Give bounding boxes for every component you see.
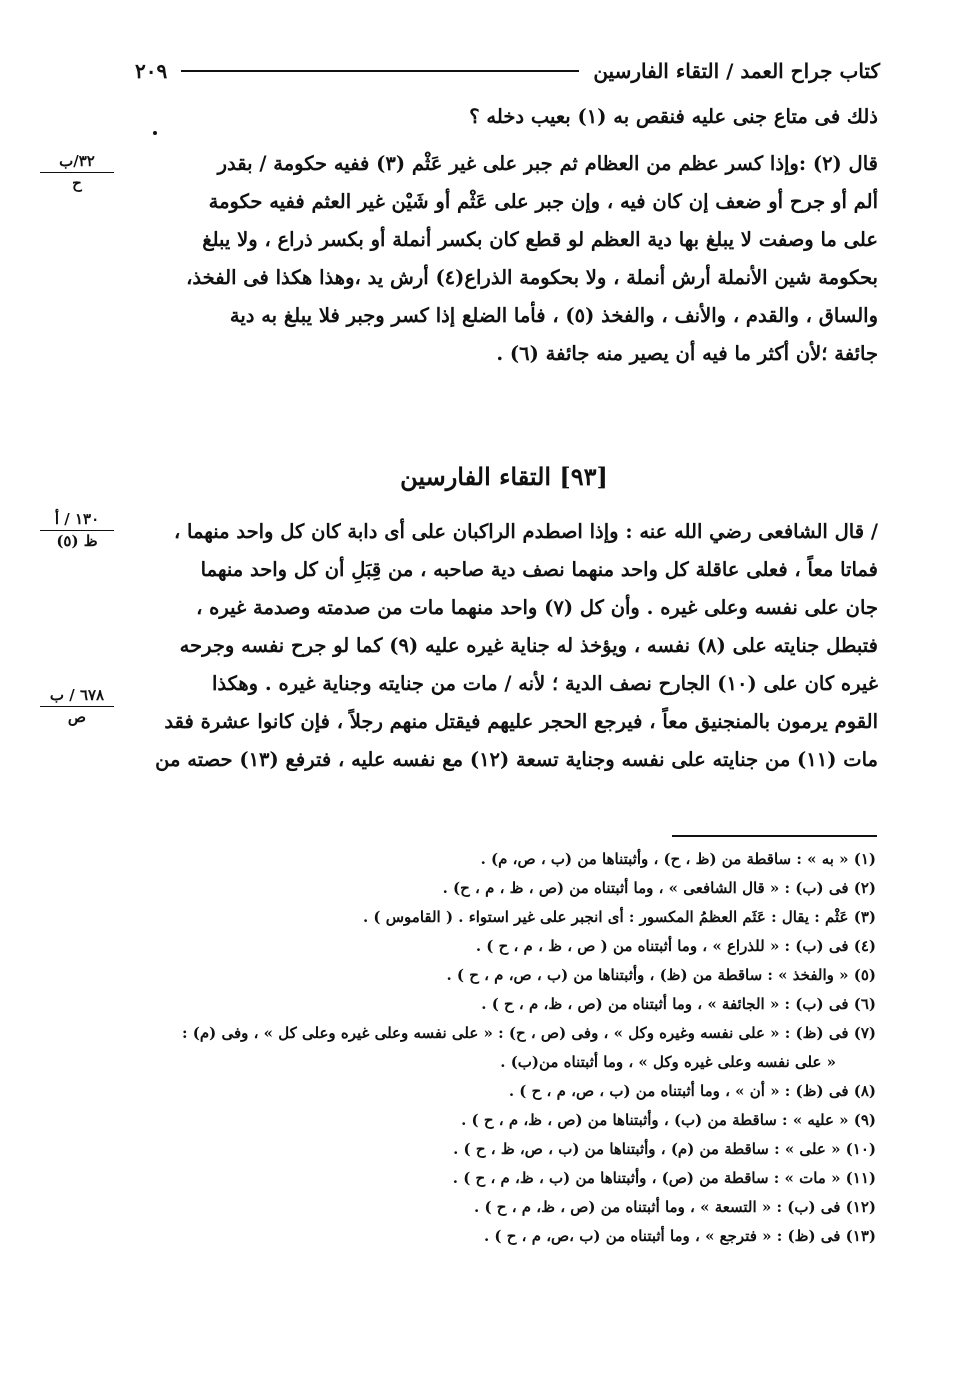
footnotes: [120, 845, 876, 1251]
paragraph-1: [130, 98, 878, 136]
text-line: ألم أو جرح أو ضعف إن كان فيه ، وإن جبر على عَثْم أو شَيْن غير العثم ففيه حكومة: [208, 190, 878, 213]
footnote: (١) « به » : ساقطة من (ظ ، ح) ، وأثبتناها من (ب ، ص، م) .: [480, 850, 876, 868]
text-line: / قال الشافعى رضي الله عنه : وإذا اصطدم الراكبان على أى دابة كان كل واحد منهما ،: [173, 520, 878, 543]
text-line: على ما وصفت لا يبلغ بها دية العظم لو قطع كان بكسر أنملة أو بكسر ذراع ، ولا يبلغ: [202, 228, 878, 251]
paragraph-2: [130, 145, 878, 373]
margin-note-folio: ٦٧٨ / ب: [40, 686, 114, 707]
footnote-separator: [672, 835, 877, 837]
footnote: (٩) « عليه » : ساقطة من (ب) ، وأثبتناها من (ص ، ظ، م ، ح ) .: [461, 1111, 876, 1129]
footnote: (٤) فى (ب) : « للذراع » ، وما أثبتناه من ( ص ، ظ ، م ، ح ) .: [475, 937, 876, 955]
ink-dot: [153, 131, 157, 135]
margin-note-manuscript-ref: [40, 510, 114, 551]
paragraph-3: [130, 513, 878, 779]
section-heading: [٩٣] التقاء الفارسين: [400, 462, 608, 491]
text-line: فماتا معاً ، فعلى عاقلة كل واحد منهما نصف دية صاحبه ، من قِبَلِ أن كل واحد منهما: [200, 558, 878, 581]
running-header: [135, 56, 880, 86]
header-rule: [181, 70, 579, 72]
text-line: فتبطل جنايته على (٨) نفسه ، ويؤخذ له جناية غيره عليه (٩) كما لو جرح نفسه وجرحه: [179, 634, 878, 657]
margin-note-folio: ١٣٠ / أ: [40, 510, 114, 531]
footnote-continuation: « على نفسه وعلى غيره وكل » ، وما أثبتناه من(ب) .: [500, 1053, 836, 1071]
text-line: مات (١١) من جنايته على نفسه وجناية تسعة (١٢) مع نفسه عليه ، فترفع (١٣) حصته من: [155, 748, 878, 771]
footnote: (٧) فى (ظ) : « على نفسه وغيره وكل » ، وفى (ص ، ح) : « على نفسه وعلى غيره وعلى كل » ، وفى (م) :: [181, 1024, 876, 1042]
footnote: (١٣) فى (ظ) : « فترجع » ، وما أثبتناه من (ب ،ص، م ، ح ) .: [483, 1227, 876, 1245]
text-line: جان على نفسه وعلى غيره . وأن كل (٧) واحد منهما مات من صدمته وصدمة غيره ،: [196, 596, 878, 619]
margin-note-folio: ٣٢/ب: [40, 152, 114, 173]
page-number: ٢٠٩: [135, 59, 168, 83]
margin-note-siglum: ص: [67, 708, 87, 726]
footnote: (١١) « مات » : ساقطة من (ص) ، وأثبتناها من (ب ، ظ، م ، ح ) .: [452, 1169, 876, 1187]
margin-note-siglum: ظ (٥): [56, 532, 98, 550]
footnote: (١٠) « على » : ساقطة من (م) ، وأثبتناها من (ب ، ص، ظ ، ح ) .: [453, 1140, 876, 1158]
text-line: غيره كان على (١٠) الجارح نصف الدية ؛ لأنه / مات من جنايته وجناية غيره . وهكذا: [211, 672, 878, 695]
footnote: (٦) فى (ب) : « الجائفة » ، وما أثبتناه من (ص ، ظ، م ، ح ) .: [481, 995, 876, 1013]
text-line: قال (٢) :وإذا كسر عظم من العظام ثم جبر على غير عَثْم (٣) ففيه حكومة / بقدر: [217, 152, 878, 175]
footnote: (٥) « والفخذ » : ساقطة من (ظ) ، وأثبتناها من (ب ، ص، م ، ح ) .: [446, 966, 876, 984]
footnote: (٢) فى (ب) : « قال الشافعى » ، وما أثبتناه من (ص ، ظ ، م ، ح) .: [442, 879, 876, 897]
footnote: (٨) فى (ظ) : « أن » ، وما أثبتناه من (ب ، ص، م ، ح ) .: [508, 1082, 876, 1100]
footnote: (١٢) فى (ب) : « التسعة » ، وما أثبتناه من (ص ، ظ، م ، ح ) .: [474, 1198, 876, 1216]
text-line: ذلك فى متاع جنى عليه فنقص به (١) بعيب دخله ؟: [469, 105, 878, 128]
margin-note-manuscript-ref: [40, 686, 114, 727]
margin-note-siglum: ح: [72, 174, 82, 192]
text-line: القوم يرمون بالمنجنيق معاً ، فيرجع الحجر عليهم فيقتل منهم رجلاً ، فإن كانوا عشرة فقد: [164, 710, 878, 733]
text-line: جائفة ؛لأن أكثر ما فيه أن يصير منه جائفة (٦) .: [496, 342, 878, 365]
book-title: كتاب جراح العمد / التقاء الفارسين: [593, 59, 880, 83]
margin-note-manuscript-ref: [40, 152, 114, 193]
text-line: بحكومة شين الأنملة أرش أنملة ، ولا بحكومة الذراع(٤) أرش يد ،وهذا هكذا فى الفخذ،: [186, 266, 878, 289]
text-line: والساق ، والقدم ، والأنف ، والفخذ (٥) ، فأما الضلع إذا كسر وجبر فلا يبلغ به دية: [229, 304, 878, 327]
footnote: (٣) عَثْم : يقال : عَثَم العظمُ المكسور : أى انجبر على غير استواء . ( القاموس ) .: [362, 908, 876, 926]
